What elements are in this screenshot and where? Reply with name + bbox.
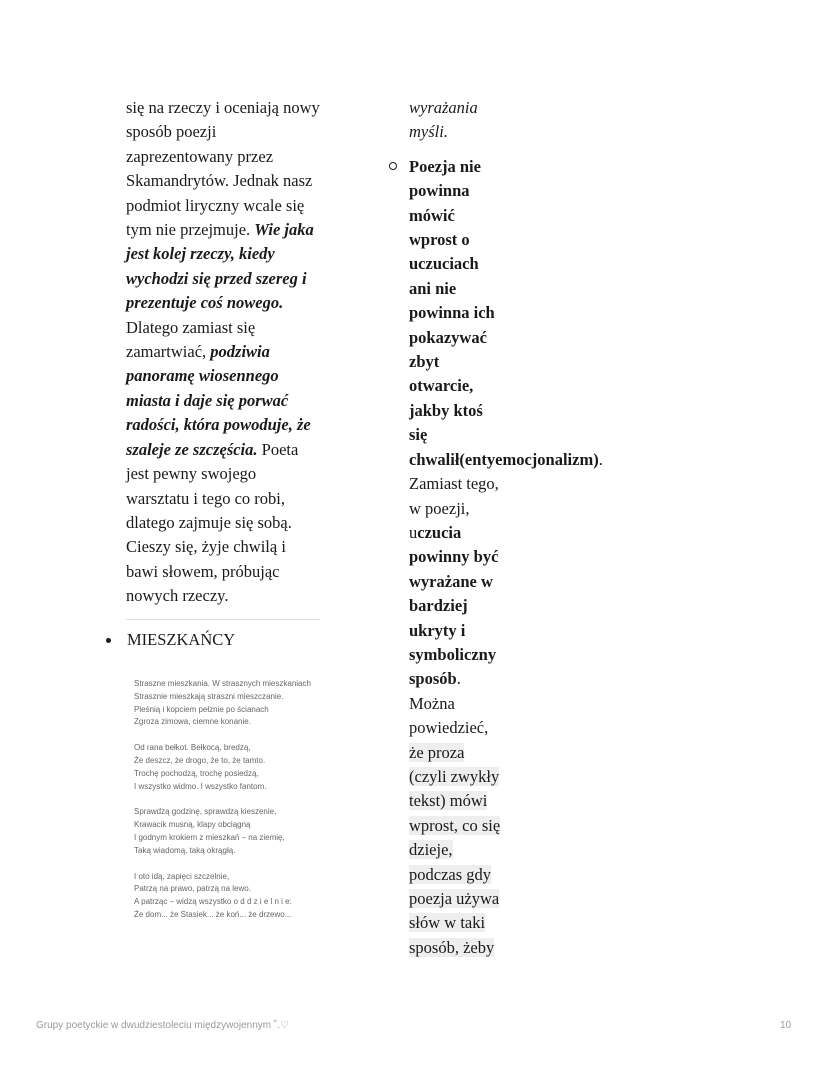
- poem-line: Patrzą na prawo, patrzą na lewo.: [134, 884, 251, 894]
- poem-line: I wszystko widmo. I wszystko fantom.: [134, 781, 267, 791]
- poem-stanza: [134, 742, 324, 793]
- bold-line: pokazywać: [409, 327, 487, 347]
- bold-line: uczuciach: [409, 254, 479, 274]
- bold-line: zbyt: [409, 352, 440, 372]
- bold-line: wyrażane w: [409, 571, 493, 591]
- text-line: [409, 838, 603, 862]
- poem-line: Zgroza zimowa, ciemne konanie.: [134, 717, 251, 727]
- poem-line: Że deszcz, że drogo, że to, że tamto.: [134, 755, 266, 765]
- poem-stanza: [134, 678, 324, 729]
- highlighted-run: sposób, żeby: [409, 937, 495, 957]
- bold-run: chwalił(entyemocjonalizm): [409, 449, 599, 469]
- text-line: [409, 887, 603, 911]
- punctuation: .: [598, 449, 603, 469]
- text-run: się na rzeczy i oceniają nowy sposób poezji zaprezentowany przez Skamandrytów. Jednak nasz podmiot liryczny wcale się tym nie przejmuje.: [126, 98, 320, 240]
- page-number: 10: [780, 1020, 792, 1031]
- bold-line: się: [409, 425, 428, 445]
- text-line: powiedzieć,: [409, 718, 489, 738]
- text-line: Można: [409, 693, 455, 713]
- text-line: [409, 521, 603, 545]
- poem-line: Sprawdzą godzinę, sprawdzą kieszenie,: [134, 807, 277, 817]
- highlighted-run: słów w taki: [409, 913, 486, 933]
- text-run: Poeta jest pewny swojego warsztatu i tego co robi, dlatego zajmuje się sobą. Cieszy się, żyje chwilą i bawi słowem, próbując nowych rzeczy.: [126, 439, 299, 606]
- punctuation: .: [456, 669, 461, 689]
- poem-image: [134, 678, 324, 935]
- text-line: [409, 911, 603, 935]
- left-paragraph: [126, 96, 322, 609]
- text-line: [409, 814, 603, 838]
- text-line: [409, 448, 603, 472]
- text-line: [409, 936, 603, 960]
- text-line: [409, 863, 603, 887]
- text-line: [409, 765, 603, 789]
- poem-line: Straszne mieszkania. W strasznych mieszkaniach: [134, 679, 311, 688]
- sub-bullet-circle: [389, 162, 397, 170]
- text-line: [409, 741, 603, 765]
- bold-line: mówić: [409, 205, 455, 225]
- bold-line: ani nie: [409, 278, 457, 298]
- poem-line: I godnym krokiem z mieszkań – na ziemię,: [134, 832, 285, 842]
- bold-italic-run: Wie jaka jest kolej rzeczy, kiedy wychodzi się przed szereg i prezentuje coś nowego.: [126, 220, 314, 313]
- left-column: [126, 96, 322, 620]
- list-item-label: MIESZKAŃCY: [127, 630, 236, 649]
- bold-line: Poezja nie: [409, 156, 481, 176]
- bold-line: ukryty i: [409, 620, 466, 640]
- poem-line: Że dom... że Stasiek... że koń... że drzewo...: [134, 909, 292, 919]
- text-line: myśli.: [409, 122, 448, 142]
- bold-line: symboliczny: [409, 644, 497, 664]
- bold-run: czucia: [417, 522, 462, 542]
- text-line: Zamiast tego,: [409, 474, 499, 494]
- bold-line: jakby ktoś: [409, 400, 483, 420]
- bold-line: powinna ich: [409, 303, 495, 323]
- highlighted-run: wprost, co się: [409, 815, 501, 835]
- bold-line: bardziej: [409, 596, 468, 616]
- poem-line: Trochę pochodzą, trochę posiedzą,: [134, 768, 259, 778]
- poem-line: Taką wiadomą, taką okrągłą.: [134, 845, 236, 855]
- poem-line: Pleśnią i kopciem pełznie po ścianach: [134, 704, 269, 714]
- text-line: w poezji,: [409, 498, 470, 518]
- text-line: wyrażania: [409, 98, 478, 117]
- text-run: u: [409, 522, 418, 542]
- poem-line: I oto idą, zapięci szczelnie,: [134, 871, 230, 881]
- poem-stanza: [134, 871, 324, 922]
- bold-run: sposób: [409, 669, 457, 689]
- poem-stanza: [134, 806, 324, 857]
- text-line: [409, 789, 603, 813]
- highlighted-run: poezja używa: [409, 889, 500, 908]
- bold-line: powinna: [409, 181, 470, 201]
- highlighted-run: dzieje,: [409, 840, 453, 860]
- bullet-dot: [106, 638, 111, 643]
- highlighted-run: tekst) mówi: [409, 791, 488, 811]
- right-column: [409, 96, 603, 960]
- bold-line: powinny być: [409, 547, 499, 567]
- highlighted-run: (czyli zwykły: [409, 766, 500, 786]
- divider: [126, 619, 320, 620]
- footer-title: Grupy poetyckie w dwudziestoleciu międzywojennym ˚.♡: [36, 1020, 289, 1031]
- highlighted-run: że proza: [409, 742, 465, 762]
- bold-italic-run: podziwia panoramę wiosennego miasta i daje się porwać radości, która powoduje, że szaleje ze szczęścia.: [126, 342, 311, 459]
- text-run: Dlatego zamiast się zamartwiać,: [126, 317, 256, 362]
- text-line: [409, 667, 603, 691]
- highlighted-run: podczas gdy: [409, 864, 492, 884]
- poem-line: A patrząc – widzą wszystko o d d z i e l n i e:: [134, 897, 292, 907]
- poem-line: Krawacik musną, klapy obciągną: [134, 820, 251, 830]
- bold-line: wprost o: [409, 230, 470, 250]
- poem-line: Strasznie mieszkają straszni mieszczanie.: [134, 691, 284, 701]
- poem-line: Od rana bełkot. Bełkocą, bredzą,: [134, 743, 251, 753]
- bold-line: otwarcie,: [409, 376, 474, 396]
